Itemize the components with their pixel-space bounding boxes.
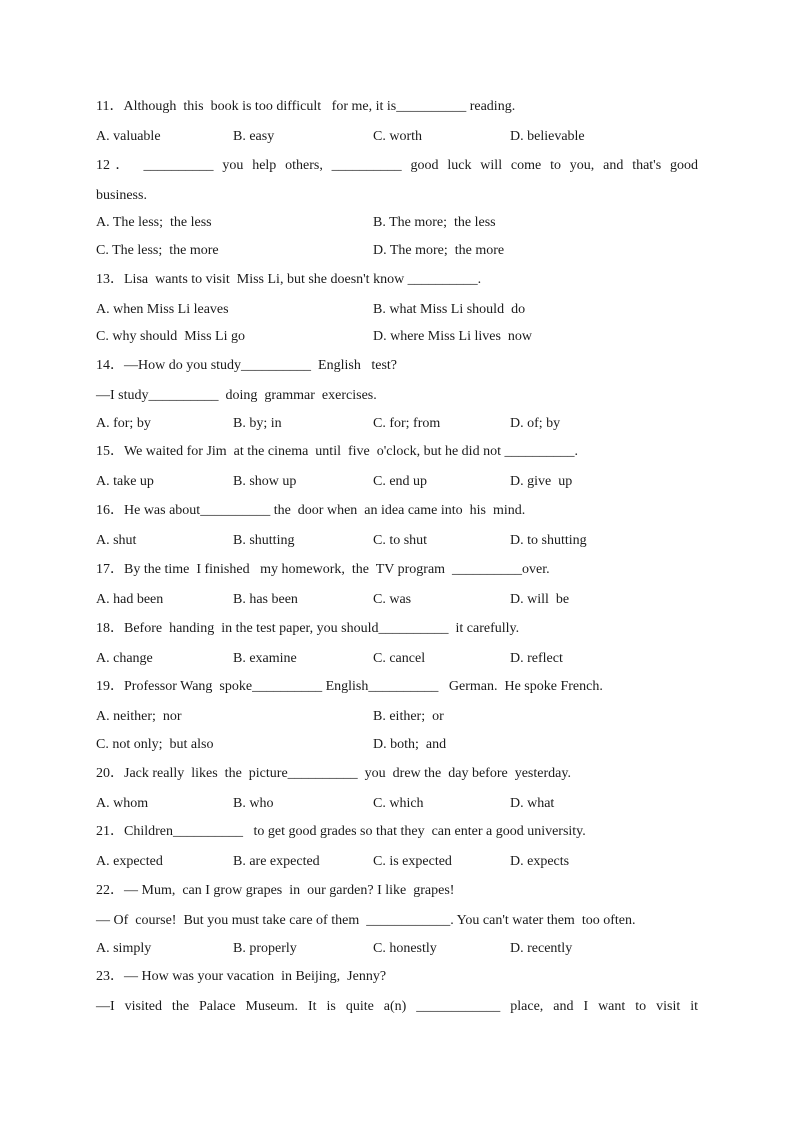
question-13-option-a: A. when Miss Li leaves	[96, 302, 229, 317]
question-14-option-c: C. for; from	[373, 416, 441, 431]
question-11-option-b: B. easy	[233, 129, 275, 144]
question-19-stem: 19．Professor Wang spoke__________ English__________ German. He spoke French.	[96, 679, 603, 694]
question-13-option-b: B. what Miss Li should do	[373, 302, 526, 317]
question-15-option-d: D. give up	[510, 474, 573, 489]
question-13-option-d: D. where Miss Li lives now	[373, 329, 533, 344]
question-20-option-b: B. who	[233, 796, 274, 811]
question-17-option-b: B. has been	[233, 592, 298, 607]
question-19-option-b: B. either; or	[373, 709, 444, 724]
question-22-stem: 22．— Mum, can I grow grapes in our garden? I like grapes!	[96, 883, 455, 898]
question-12-option-a: A. The less; the less	[96, 215, 212, 230]
question-20-option-a: A. whom	[96, 796, 149, 811]
question-22-option-b: B. properly	[233, 941, 297, 956]
question-11-option-a: A. valuable	[96, 129, 161, 144]
question-17-option-a: A. had been	[96, 592, 164, 607]
question-13-option-c: C. why should Miss Li go	[96, 329, 245, 344]
question-14-option-a: A. for; by	[96, 416, 151, 431]
question-14-stem: 14．—How do you study__________ English test?	[96, 358, 397, 373]
question-21-option-a: A. expected	[96, 854, 163, 869]
question-20-stem: 20．Jack really likes the picture__________ you drew the day before yesterday.	[96, 766, 571, 781]
question-11-option-c: C. worth	[373, 129, 422, 144]
question-18-option-d: D. reflect	[510, 651, 563, 666]
question-23-stem-continued: —I visited the Palace Museum. It is quite a(n) ____________ place, and I want to visit it	[96, 999, 698, 1014]
question-18-option-c: C. cancel	[373, 651, 426, 666]
question-14-option-d: D. of; by	[510, 416, 561, 431]
question-12-option-c: C. The less; the more	[96, 243, 219, 258]
question-16-option-c: C. to shut	[373, 533, 428, 548]
question-22-option-d: D. recently	[510, 941, 573, 956]
question-15-stem: 15．We waited for Jim at the cinema until five o'clock, but he did not __________.	[96, 444, 578, 459]
question-22-stem-continued: — Of course! But you must take care of them ____________. You can't water them too often.	[96, 913, 636, 928]
question-20-option-c: C. which	[373, 796, 424, 811]
question-22-option-a: A. simply	[96, 941, 152, 956]
question-12-option-d: D. The more; the more	[373, 243, 505, 258]
question-22-option-c: C. honestly	[373, 941, 437, 956]
question-12-stem-continued: business.	[96, 188, 147, 203]
question-11-option-d: D. believable	[510, 129, 585, 144]
question-21-stem: 21．Children__________ to get good grades so that they can enter a good university.	[96, 824, 586, 839]
question-14-stem-continued: —I study__________ doing grammar exercises.	[96, 388, 377, 403]
question-17-option-d: D. will be	[510, 592, 570, 607]
question-19-option-c: C. not only; but also	[96, 737, 214, 752]
question-20-option-d: D. what	[510, 796, 555, 811]
question-18-option-a: A. change	[96, 651, 153, 666]
question-21-option-d: D. expects	[510, 854, 570, 869]
question-21-option-b: B. are expected	[233, 854, 320, 869]
question-23-stem: 23．— How was your vacation in Beijing, Jenny?	[96, 969, 387, 984]
question-16-option-a: A. shut	[96, 533, 137, 548]
question-13-stem: 13．Lisa wants to visit Miss Li, but she doesn't know __________.	[96, 272, 482, 287]
question-14-option-b: B. by; in	[233, 416, 282, 431]
question-17-option-c: C. was	[373, 592, 412, 607]
question-15-option-c: C. end up	[373, 474, 428, 489]
question-18-stem: 18．Before handing in the test paper, you should__________ it carefully.	[96, 621, 520, 636]
question-11-stem: 11．Although this book is too difficult for me, it is__________ reading.	[96, 99, 516, 114]
question-18-option-b: B. examine	[233, 651, 297, 666]
question-12-stem: 12． __________ you help others, __________ good luck will come to you, and that's good	[96, 158, 698, 173]
question-16-option-b: B. shutting	[233, 533, 295, 548]
question-16-stem: 16．He was about__________ the door when an idea came into his mind.	[96, 503, 526, 518]
question-16-option-d: D. to shutting	[510, 533, 587, 548]
question-19-option-a: A. neither; nor	[96, 709, 182, 724]
question-15-option-b: B. show up	[233, 474, 297, 489]
question-12-option-b: B. The more; the less	[373, 215, 496, 230]
question-17-stem: 17．By the time I finished my homework, the TV program __________over.	[96, 562, 550, 577]
question-21-option-c: C. is expected	[373, 854, 452, 869]
question-15-option-a: A. take up	[96, 474, 154, 489]
question-19-option-d: D. both; and	[373, 737, 447, 752]
